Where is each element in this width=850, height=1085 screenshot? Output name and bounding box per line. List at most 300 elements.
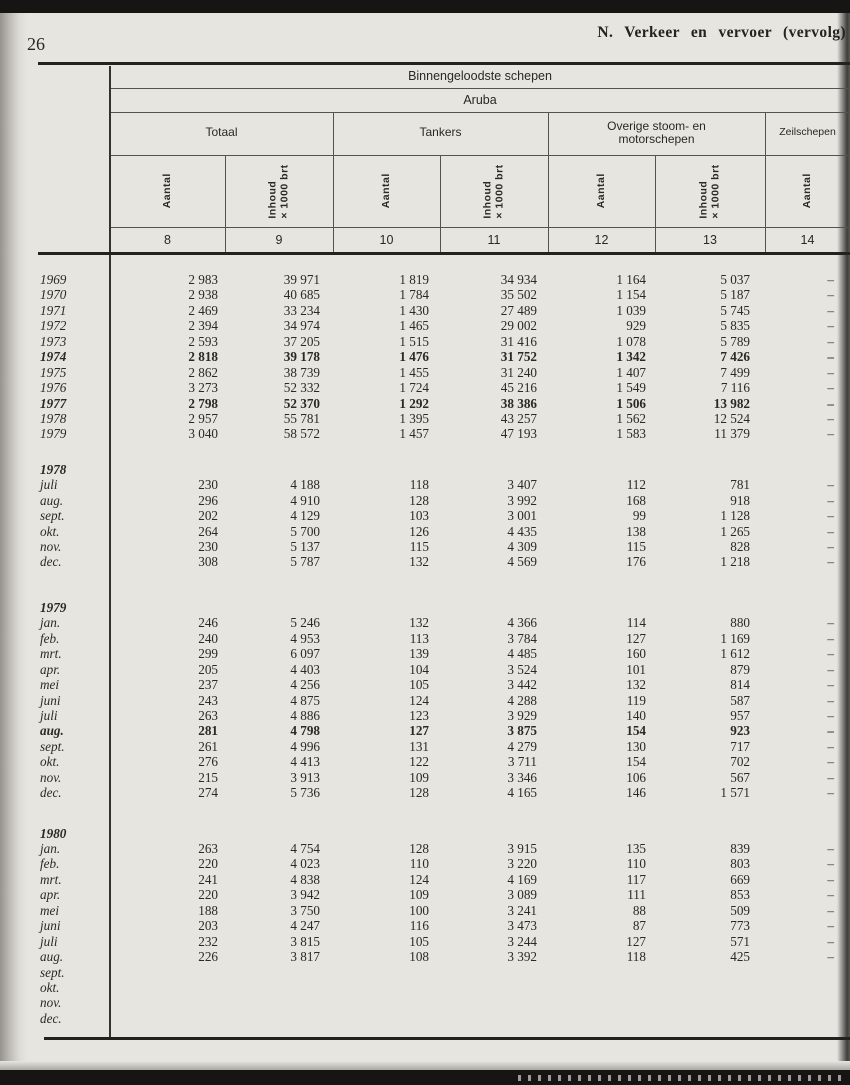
- cell-inhoud-tankers: 3 220: [507, 856, 537, 872]
- group-header-tankers: Tankers: [419, 125, 462, 140]
- cell-inhoud-tankers: 4 485: [507, 646, 537, 662]
- cell-inhoud-totaal: 4 886: [290, 707, 320, 723]
- cell-inhoud-overige: 13 982: [713, 395, 750, 411]
- cell-aantal-zeilschepen: –: [827, 769, 834, 785]
- cell-inhoud-tankers: 3 875: [507, 723, 537, 739]
- cell-inhoud-overige: 918: [730, 492, 750, 508]
- cell-aantal-overige: 106: [626, 769, 646, 785]
- row-label: 1971: [40, 302, 67, 318]
- row-label: aug.: [40, 723, 64, 739]
- cell-aantal-zeilschepen: –: [827, 554, 834, 570]
- cell-inhoud-tankers: 31 240: [500, 364, 537, 380]
- column-header-inhoud-13: Inhoud × 1000 brt: [697, 163, 721, 219]
- column-number-14: 14: [800, 233, 815, 247]
- table-title: Binnengeloodste schepen: [408, 69, 552, 83]
- cell-inhoud-tankers: 4 165: [507, 785, 537, 801]
- cell-inhoud-tankers: 4 309: [507, 539, 537, 554]
- table-row: [38, 539, 850, 554]
- cell-aantal-totaal: 2 593: [188, 333, 218, 349]
- cell-aantal-overige: 117: [626, 871, 646, 887]
- cell-aantal-overige: 127: [626, 933, 646, 949]
- table-row: [38, 754, 850, 769]
- cell-aantal-totaal: 281: [198, 723, 218, 739]
- region-label: Aruba: [463, 93, 497, 107]
- cell-aantal-totaal: 3 273: [188, 380, 218, 396]
- cell-aantal-overige: 112: [626, 477, 646, 493]
- cell-aantal-overige: 87: [632, 918, 646, 934]
- cell-inhoud-overige: 853: [730, 887, 750, 903]
- table-row: [38, 287, 850, 302]
- cell-inhoud-totaal: 4 188: [290, 477, 320, 493]
- row-label: 1979: [40, 426, 67, 442]
- table-row: [38, 872, 850, 887]
- cell-inhoud-totaal: 4 910: [290, 492, 320, 508]
- cell-aantal-tankers: 100: [409, 902, 429, 918]
- cell-inhoud-tankers: 31 416: [500, 333, 537, 349]
- column-header-inhoud-11: Inhoud × 1000 brt: [481, 163, 505, 219]
- cell-aantal-overige: [548, 965, 655, 980]
- cell-aantal-tankers: 105: [409, 933, 429, 949]
- cell-aantal-totaal: 299: [198, 646, 218, 662]
- table-row: [38, 949, 850, 964]
- cell-aantal-tankers: 122: [409, 754, 429, 770]
- cell-inhoud-overige: 717: [730, 738, 750, 754]
- cell-aantal-zeilschepen: –: [827, 707, 834, 723]
- table-row: [38, 380, 850, 395]
- cell-aantal-overige: 99: [632, 508, 646, 524]
- cell-inhoud-tankers: 3 346: [507, 769, 537, 785]
- cell-aantal-totaal: 263: [198, 707, 218, 723]
- cell-aantal-tankers: 131: [409, 738, 429, 754]
- header-bottom-rule: [38, 252, 850, 255]
- cell-aantal-zeilschepen: –: [827, 272, 834, 287]
- table-row: [38, 631, 850, 646]
- cell-inhoud-totaal: 4 798: [290, 723, 320, 739]
- cell-aantal-tankers: 128: [409, 492, 429, 508]
- cell-aantal-totaal: 203: [198, 918, 218, 934]
- cell-aantal-overige: 118: [626, 949, 646, 965]
- cell-aantal-tankers: 1 724: [399, 380, 429, 396]
- cell-aantal-tankers: 132: [409, 554, 429, 570]
- table-row: [38, 723, 850, 738]
- table-row: [38, 411, 850, 426]
- table-body: [38, 272, 850, 1026]
- cell-inhoud-overige: 7 499: [720, 364, 750, 380]
- cell-inhoud-overige: 7 116: [720, 380, 750, 396]
- cell-aantal-zeilschepen: –: [827, 410, 834, 426]
- cell-aantal-tankers: 1 465: [399, 318, 429, 334]
- cell-inhoud-totaal: 5 736: [290, 785, 320, 801]
- cell-aantal-tankers: [333, 995, 440, 1010]
- cell-aantal-tankers: 124: [409, 871, 429, 887]
- cell-inhoud-totaal: 4 996: [290, 738, 320, 754]
- cell-aantal-overige: 146: [626, 785, 646, 801]
- cell-aantal-totaal: 246: [198, 615, 218, 631]
- cell-inhoud-tankers: 35 502: [500, 287, 537, 303]
- cell-aantal-totaal: 241: [198, 871, 218, 887]
- cell-inhoud-totaal: 5 246: [290, 615, 320, 631]
- table-section: [38, 272, 850, 442]
- cell-inhoud-tankers: 3 784: [507, 630, 537, 646]
- cell-aantal-totaal: 188: [198, 902, 218, 918]
- cell-inhoud-overige: 567: [730, 769, 750, 785]
- cell-aantal-zeilschepen: –: [827, 318, 834, 334]
- group-header-overige: [548, 113, 765, 153]
- table-row: [38, 334, 850, 349]
- cell-inhoud-tankers: 27 489: [500, 302, 537, 318]
- cell-inhoud-tankers: 3 992: [507, 492, 537, 508]
- cell-aantal-zeilschepen: –: [827, 630, 834, 646]
- cell-inhoud-tankers: 45 216: [500, 380, 537, 396]
- cell-aantal-tankers: 1 515: [399, 333, 429, 349]
- table-row: [38, 615, 850, 630]
- cell-inhoud-tankers: 43 257: [500, 410, 537, 426]
- cell-inhoud-totaal: 4 129: [290, 508, 320, 524]
- cell-aantal-tankers: 123: [409, 707, 429, 723]
- cell-inhoud-totaal: 4 023: [290, 856, 320, 872]
- cell-inhoud-tankers: 3 473: [507, 918, 537, 934]
- cell-inhoud-totaal: 3 942: [290, 887, 320, 903]
- cell-inhoud-totaal: 4 403: [290, 661, 320, 677]
- cell-inhoud-tankers: 3 915: [507, 841, 537, 856]
- group-header-totaal: Totaal: [205, 125, 238, 140]
- cell-aantal-zeilschepen: [765, 965, 850, 980]
- table-row: [38, 995, 850, 1010]
- table-row: [38, 693, 850, 708]
- cell-inhoud-overige: 11 379: [714, 426, 750, 442]
- cell-aantal-totaal: 263: [198, 841, 218, 856]
- row-label: 1975: [40, 364, 67, 380]
- cell-aantal-overige: 1 154: [616, 287, 646, 303]
- page-bottom-shadow: [0, 1061, 850, 1070]
- page-number: 26: [27, 34, 45, 54]
- cell-aantal-zeilschepen: –: [827, 871, 834, 887]
- cell-inhoud-overige: 5 037: [720, 272, 750, 287]
- cell-inhoud-totaal: 38 739: [283, 364, 320, 380]
- cell-inhoud-tankers: 3 711: [507, 754, 537, 770]
- cell-inhoud-overige: 880: [730, 615, 750, 631]
- cell-inhoud-overige: 1 265: [720, 523, 750, 539]
- row-label: 1970: [40, 287, 67, 303]
- row-label: apr.: [40, 887, 61, 903]
- cell-aantal-totaal: 215: [198, 769, 218, 785]
- cell-aantal-tankers: 105: [409, 677, 429, 693]
- column-number-13: 13: [703, 233, 717, 247]
- row-label: juni: [40, 918, 61, 934]
- cell-inhoud-overige: 781: [730, 477, 750, 493]
- cell-aantal-overige: 929: [626, 318, 646, 334]
- cell-inhoud-totaal: 39 971: [283, 272, 320, 287]
- cell-inhoud-overige: [655, 965, 765, 980]
- cell-aantal-totaal: 2 957: [188, 410, 218, 426]
- cell-inhoud-totaal: 5 700: [290, 523, 320, 539]
- cell-aantal-overige: 154: [626, 723, 646, 739]
- divider-line: [111, 227, 850, 228]
- row-label: okt.: [40, 523, 60, 539]
- column-header-aantal-12: Aantal: [594, 173, 607, 209]
- row-label: mrt.: [40, 871, 62, 887]
- cell-inhoud-totaal: 52 370: [283, 395, 320, 411]
- cell-inhoud-totaal: 40 685: [283, 287, 320, 303]
- cell-inhoud-overige: 571: [730, 933, 750, 949]
- row-label: mrt.: [40, 646, 62, 662]
- cell-inhoud-tankers: 4 279: [507, 738, 537, 754]
- cell-inhoud-overige: 957: [730, 707, 750, 723]
- scan-edge-top: [0, 0, 850, 13]
- cell-inhoud-tankers: 3 407: [507, 477, 537, 493]
- table-row: [38, 841, 850, 856]
- cell-inhoud-overige: 5 789: [720, 333, 750, 349]
- cell-aantal-zeilschepen: [765, 980, 850, 995]
- cell-aantal-overige: 130: [626, 738, 646, 754]
- row-label: juli: [40, 477, 58, 493]
- cell-inhoud-tankers: 29 002: [500, 318, 537, 334]
- cell-aantal-totaal: 230: [198, 539, 218, 554]
- page-header: N. Verkeer en vervoer (vervolg): [597, 24, 846, 41]
- cell-inhoud-totaal: 4 953: [290, 630, 320, 646]
- cell-aantal-totaal: 296: [198, 492, 218, 508]
- cell-inhoud-overige: 1 169: [720, 630, 750, 646]
- row-label: juni: [40, 692, 61, 708]
- cell-inhoud-overige: 509: [730, 902, 750, 918]
- cell-aantal-tankers: 103: [409, 508, 429, 524]
- cell-aantal-zeilschepen: –: [827, 508, 834, 524]
- cell-aantal-tankers: 1 455: [399, 364, 429, 380]
- cell-aantal-zeilschepen: –: [827, 646, 834, 662]
- cell-aantal-tankers: 128: [409, 841, 429, 856]
- cell-inhoud-tankers: [440, 995, 548, 1010]
- table-row: [38, 677, 850, 692]
- cell-aantal-totaal: 2 469: [188, 302, 218, 318]
- cell-inhoud-totaal: 5 787: [290, 554, 320, 570]
- row-label: okt.: [40, 979, 60, 995]
- column-number-11: 11: [487, 233, 501, 247]
- cell-aantal-overige: 140: [626, 707, 646, 723]
- table-row: [38, 980, 850, 995]
- cell-aantal-totaal: 2 983: [188, 272, 218, 287]
- cell-aantal-zeilschepen: –: [827, 302, 834, 318]
- cell-aantal-totaal: 226: [198, 949, 218, 965]
- column-number-12: 12: [594, 233, 609, 247]
- table-row: [38, 662, 850, 677]
- table-row: [38, 646, 850, 661]
- cell-inhoud-totaal: 33 234: [283, 302, 320, 318]
- cell-inhoud-overige: 1 128: [720, 508, 750, 524]
- book-gutter-left: [0, 13, 27, 1070]
- row-label: 1974: [40, 349, 67, 365]
- column-header-aantal-10: Aantal: [379, 173, 392, 209]
- cell-inhoud-totaal: 3 750: [290, 902, 320, 918]
- cell-aantal-tankers: 139: [409, 646, 429, 662]
- cell-inhoud-tankers: 3 929: [507, 707, 537, 723]
- cell-inhoud-overige: 1 218: [720, 554, 750, 570]
- table-row: [38, 856, 850, 871]
- cell-aantal-overige: 1 407: [616, 364, 646, 380]
- cell-aantal-tankers: 110: [409, 856, 429, 872]
- cell-inhoud-tankers: 3 442: [507, 677, 537, 693]
- cell-inhoud-totaal: 55 781: [283, 410, 320, 426]
- cell-aantal-zeilschepen: –: [827, 841, 834, 856]
- cell-inhoud-tankers: 3 089: [507, 887, 537, 903]
- row-label: 1972: [40, 318, 67, 334]
- cell-aantal-zeilschepen: –: [827, 287, 834, 303]
- scan-edge-bottom: [0, 1070, 850, 1085]
- cell-inhoud-tankers: 4 169: [507, 871, 537, 887]
- cell-aantal-zeilschepen: –: [827, 426, 834, 442]
- row-label: juli: [40, 707, 58, 723]
- cell-inhoud-tankers: 47 193: [500, 426, 537, 442]
- cell-inhoud-overige: 5 835: [720, 318, 750, 334]
- cell-aantal-zeilschepen: –: [827, 785, 834, 801]
- table-row: [38, 426, 850, 441]
- cell-inhoud-overige: 879: [730, 661, 750, 677]
- cell-aantal-totaal: 274: [198, 785, 218, 801]
- cell-inhoud-overige: 702: [730, 754, 750, 770]
- row-label: juli: [40, 933, 58, 949]
- table-row: [38, 918, 850, 933]
- cell-inhoud-overige: 587: [730, 692, 750, 708]
- cell-aantal-overige: 160: [626, 646, 646, 662]
- cell-aantal-zeilschepen: –: [827, 692, 834, 708]
- cell-inhoud-overige: 12 524: [713, 410, 750, 426]
- column-number-8: 8: [164, 233, 171, 247]
- cell-aantal-zeilschepen: –: [827, 395, 834, 411]
- row-label: sept.: [40, 738, 65, 754]
- cell-aantal-tankers: 1 819: [399, 272, 429, 287]
- cell-inhoud-totaal: 4 754: [290, 841, 320, 856]
- cell-aantal-overige: 1 164: [616, 272, 646, 287]
- cell-aantal-totaal: 2 394: [188, 318, 218, 334]
- column-header-aantal-8: Aantal: [160, 173, 173, 209]
- cell-inhoud-tankers: 38 386: [500, 395, 537, 411]
- column-header-inhoud-9: Inhoud × 1000 brt: [266, 163, 290, 219]
- row-label: jan.: [40, 615, 61, 631]
- cell-inhoud-overige: 803: [730, 856, 750, 872]
- cell-aantal-overige: 1 583: [616, 426, 646, 442]
- cell-aantal-totaal: 3 040: [188, 426, 218, 442]
- table-row: [38, 708, 850, 723]
- table-section: [38, 600, 850, 801]
- cell-aantal-overige: 132: [626, 677, 646, 693]
- table-row: [38, 739, 850, 754]
- table-row: [38, 396, 850, 411]
- cell-inhoud-tankers: 4 288: [507, 692, 537, 708]
- table-section: [38, 462, 850, 570]
- book-page-ticks: [518, 1075, 848, 1081]
- cell-aantal-overige: 88: [632, 902, 646, 918]
- cell-inhoud-overige: 7 426: [720, 349, 750, 365]
- cell-inhoud-totaal: 37 205: [283, 333, 320, 349]
- cell-inhoud-tankers: 3 244: [507, 933, 537, 949]
- cell-aantal-overige: 119: [626, 692, 646, 708]
- cell-inhoud-overige: [655, 980, 765, 995]
- table-row: [38, 508, 850, 523]
- cell-inhoud-totaal: 4 875: [290, 692, 320, 708]
- column-header-aantal-14: Aantal: [800, 173, 813, 209]
- cell-inhoud-overige: 828: [730, 539, 750, 554]
- cell-aantal-totaal: 202: [198, 508, 218, 524]
- cell-inhoud-totaal: 4 838: [290, 871, 320, 887]
- cell-aantal-overige: 135: [626, 841, 646, 856]
- section-year-label: 1978: [40, 461, 67, 477]
- cell-aantal-tankers: 115: [409, 539, 429, 554]
- cell-inhoud-totaal: 52 332: [283, 380, 320, 396]
- table-row: [38, 524, 850, 539]
- cell-aantal-totaal: 2 862: [188, 364, 218, 380]
- cell-inhoud-totaal: 3 815: [290, 933, 320, 949]
- cell-aantal-zeilschepen: –: [827, 615, 834, 631]
- row-label: okt.: [40, 754, 60, 770]
- cell-aantal-totaal: [110, 1011, 225, 1026]
- cell-aantal-zeilschepen: –: [827, 364, 834, 380]
- row-label: feb.: [40, 630, 60, 646]
- cell-aantal-tankers: 126: [409, 523, 429, 539]
- cell-aantal-tankers: 1 457: [399, 426, 429, 442]
- cell-inhoud-tankers: 3 392: [507, 949, 537, 965]
- cell-aantal-totaal: 2 798: [188, 395, 218, 411]
- cell-inhoud-totaal: 58 572: [283, 426, 320, 442]
- row-label: mei: [40, 902, 60, 918]
- cell-inhoud-overige: [655, 995, 765, 1010]
- cell-inhoud-totaal: [225, 1011, 333, 1026]
- section-header-row: [38, 462, 850, 477]
- cell-aantal-zeilschepen: [765, 995, 850, 1010]
- row-label: sept.: [40, 508, 65, 524]
- row-label: 1976: [40, 380, 67, 396]
- row-label: 1973: [40, 333, 67, 349]
- cell-aantal-totaal: 230: [198, 477, 218, 493]
- cell-aantal-totaal: [110, 995, 225, 1010]
- section-header-row: [38, 826, 850, 841]
- table-row: [38, 903, 850, 918]
- cell-inhoud-tankers: 4 435: [507, 523, 537, 539]
- cell-aantal-overige: 1 549: [616, 380, 646, 396]
- cell-aantal-zeilschepen: –: [827, 677, 834, 693]
- cell-inhoud-totaal: 4 256: [290, 677, 320, 693]
- cell-aantal-zeilschepen: –: [827, 333, 834, 349]
- cell-inhoud-tankers: 3 524: [507, 661, 537, 677]
- cell-aantal-tankers: [333, 965, 440, 980]
- row-label: 1969: [40, 272, 67, 287]
- cell-inhoud-overige: 923: [730, 723, 750, 739]
- table-row: [38, 1011, 850, 1026]
- cell-inhoud-tankers: [440, 965, 548, 980]
- cell-inhoud-overige: [655, 1011, 765, 1026]
- cell-aantal-zeilschepen: –: [827, 887, 834, 903]
- cell-aantal-totaal: 264: [198, 523, 218, 539]
- cell-aantal-zeilschepen: –: [827, 539, 834, 554]
- row-label: feb.: [40, 856, 60, 872]
- cell-aantal-overige: 154: [626, 754, 646, 770]
- cell-aantal-overige: 1 506: [616, 395, 646, 411]
- section-year-label: 1979: [40, 599, 67, 615]
- cell-aantal-zeilschepen: –: [827, 902, 834, 918]
- cell-inhoud-totaal: 5 137: [290, 539, 320, 554]
- cell-aantal-totaal: [110, 965, 225, 980]
- cell-aantal-zeilschepen: –: [827, 933, 834, 949]
- cell-aantal-overige: [548, 980, 655, 995]
- cell-aantal-overige: 1 562: [616, 410, 646, 426]
- cell-aantal-tankers: 116: [409, 918, 429, 934]
- cell-aantal-tankers: 113: [409, 630, 429, 646]
- cell-aantal-tankers: 109: [409, 769, 429, 785]
- cell-inhoud-totaal: [225, 980, 333, 995]
- cell-inhoud-tankers: 3 241: [507, 902, 537, 918]
- cell-inhoud-overige: 5 745: [720, 302, 750, 318]
- table-row: [38, 272, 850, 287]
- cell-inhoud-overige: 669: [730, 871, 750, 887]
- cell-aantal-zeilschepen: –: [827, 349, 834, 365]
